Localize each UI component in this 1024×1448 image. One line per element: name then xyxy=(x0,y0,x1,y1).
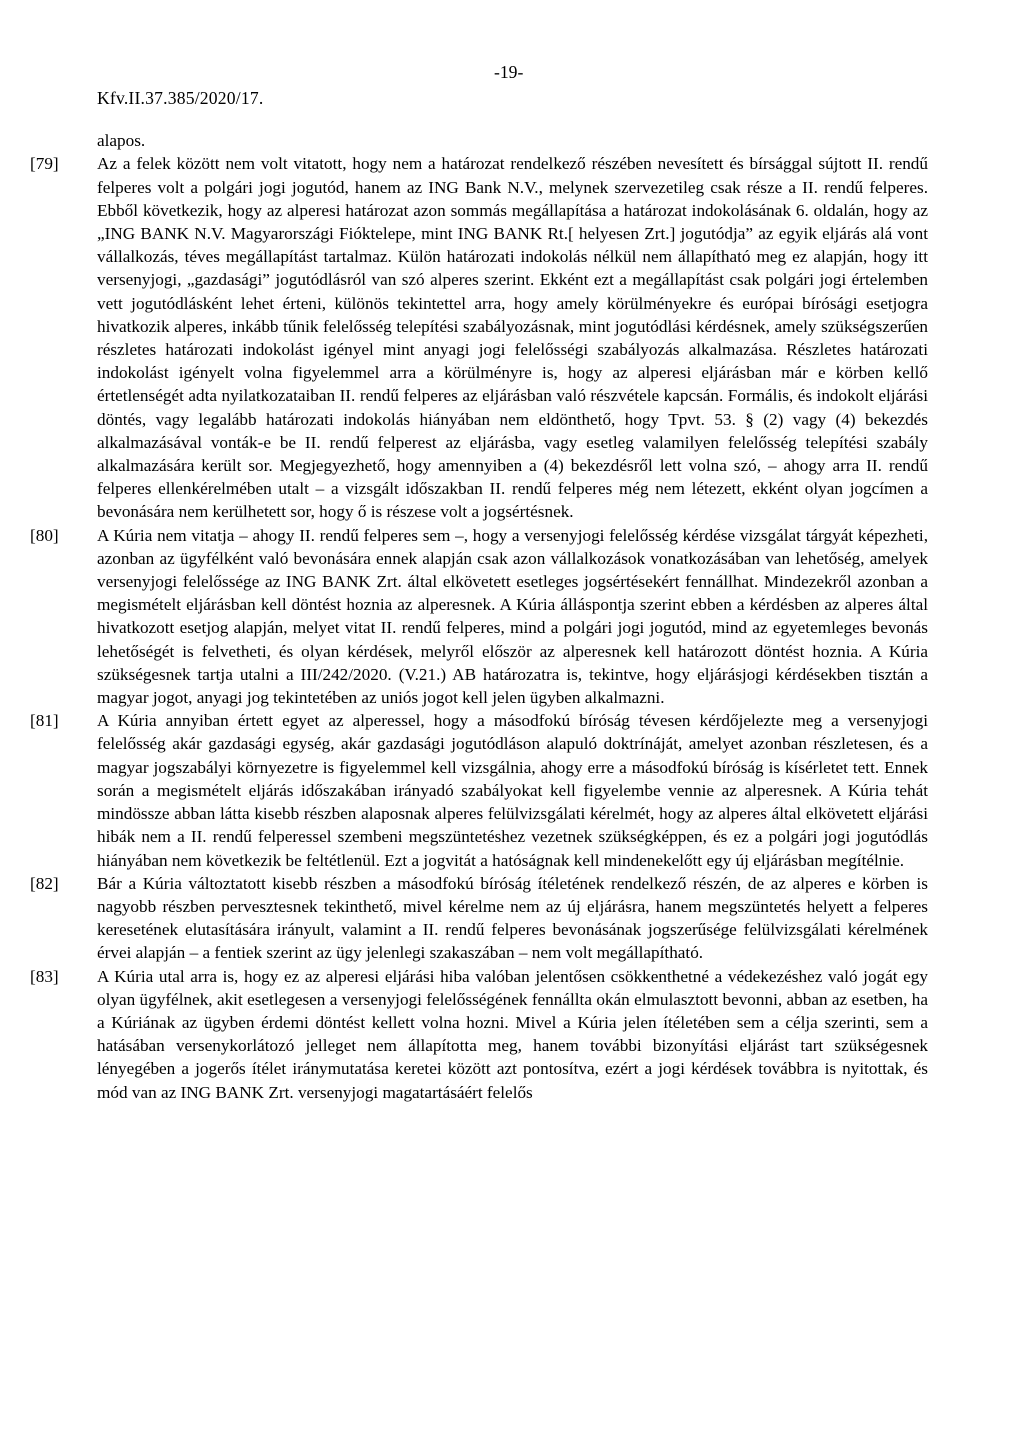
paragraph-number: [81] xyxy=(30,711,59,731)
paragraph-text: A Kúria nem vitatja – ahogy II. rendű felperes sem –, hogy a versenyjogi felelősség kérdése vizsgálat tárgyát képezheti, azonban az ügyfélként való bevonására ennek alapján csak azon vállalkozások vonatkozásában van lehetőség, amelyek versenyjogi felelőssége az ING BANK Zrt. által elkövetett esetleges jogsértésekért fennállhat. Mindezekről azonban a megismételt eljárásban kell döntést hoznia az alperesnek. A Kúria álláspontja szerint ebben a kérdésben az alperes által hivatkozott esetjog alapján, melyet vitat II. rendű felperes, mind a polgári jogi jogutód, mind az egyetemleges bevonás lehetőségét is felvetheti, és olyan kérdések, melyről először az alperesnek kell határozott döntést hoznia. A Kúria szükségesnek tartja utalni a III/242/2020. (V.21.) AB határozatra is, tekintve, hogy eljárásjogi kérdésekben tisztán a magyar jogot, anyagi jog tekintetében az uniós jogot kell jelen ügyben alkalmazni. xyxy=(97,525,928,708)
paragraph-text: Bár a Kúria változtatott kisebb részben a másodfokú bíróság ítéletének rendelkező részén, de az alperes e körben is nagyobb részben pervesztesnek tekinthető, mivel kérelme nem az új eljárásra, hanem megszüntetés helyett a felperes keresetének elutasítására irányult, valamint a II. rendű felperes bevonásának jogszerűsége felülvizsgálati kérelmének érvei alapján – a fentiek szerint az ügy jelenlegi szakaszában – nem volt megállapítható. xyxy=(97,873,928,963)
paragraph-82 xyxy=(30,872,928,965)
page-header xyxy=(97,62,937,112)
paragraph-80 xyxy=(30,524,928,710)
paragraph-81 xyxy=(30,709,928,871)
paragraph-number: [83] xyxy=(30,966,59,986)
paragraph-text: A Kúria utal arra is, hogy ez az alperesi eljárási hiba valóban jelentősen csökkenthetné a védekezéshez való jogát egy olyan ügyfélnek, akit esetlegesen a versenyjogi felelősségének fennállta okán elmulasztott bevonni, abban az esetben, ha a Kúriának az ügyben érdemi döntést kellett volna hozni. Mivel a Kúria jelen ítéletében sem a célja szerinti, sem a hatásában versenykorlátozó jelleget nem állapította meg, hanem további bizonyítási eljárást tart szükségesnek lényegében a jogerős ítélet iránymutatása keretei között azt pontosítva, ezért a jogi kérdések továbbra is nyitottak, és mód van az ING BANK Zrt. versenyjogi magatartásáért felelős xyxy=(97,966,928,1102)
paragraph-79 xyxy=(30,152,928,523)
paragraph-number: [79] xyxy=(30,154,59,174)
paragraph-text: Az a felek között nem volt vitatott, hogy nem a határozat rendelkező részében nevesített és bírsággal sújtott II. rendű felperes volt a polgári jogi jogutód, hanem az ING Bank N.V., melynek szervezetileg csak része a II. rendű felperes. Ebből következik, hogy az alperesi határozat azon sommás megállapítása a határozat indokolásának 6. oldalán, hogy az „ING BANK N.V. Magyarországi Fióktelepe, mint ING BANK Rt.[ helyesen Zrt.] jogutódja” az egyik eljárás alá vont vállalkozás, téves megállapítást tartalmaz. Külön határozati indokolás nélkül nem állapítható meg ez alapján, hogy itt versenyjogi, „gazdasági” jogutódlásról van szó alperes szerint. Ekként ezt a megállapítást csak polgári jogi értelemben vett jogutódlásként lehet érteni, különös tekintettel arra, hogy amely körülményekre és európai bírósági esetjogra hivatkozik alperes, inkább tűnik felelősség telepítési szabályozásnak, mint jogutódlási kérdésnek, amely szükségszerűen részletes határozati indokolást igényel mint anyagi jogi felelősségi szabályozás alkalmazása. Részletes határozati indokolást igényelt volna figyelemmel arra a körülményre is, hogy az alperesi eljárásban már e körben kellő értetlenségét adta nyilatkozataiban II. rendű felperes az eljárásban való részvétele kapcsán. Formális, és indokolt eljárási döntés, vagy legalább határozati indokolás hiányában nem eldönthető, hogy Tpvt. 53. § (2) vagy (4) bekezdés alkalmazásával vonták-e be II. rendű felperest az eljárásba, vagy esetleg valamilyen felelősség telepítési szabály alkalmazására került sor. Megjegyezhető, hogy amennyiben a (4) bekezdésről lett volna szó, – ahogy arra II. rendű felperes ellenkérelmében utalt – a vizsgált időszakban II. rendű felperes még nem létezett, ekként olyan jogcímen a bevonására nem kerülhetett sor, hogy ő is részese volt a jogsértésnek. xyxy=(97,154,928,522)
continued-text: alapos. xyxy=(97,131,146,150)
paragraph-number: [82] xyxy=(30,873,59,893)
case-number: Kfv.II.37.385/2020/17. xyxy=(97,88,264,108)
page-number: -19- xyxy=(494,62,524,82)
paragraph-number: [80] xyxy=(30,525,59,545)
paragraph-83 xyxy=(30,965,928,1104)
document-body xyxy=(30,129,928,1104)
paragraph-text: A Kúria annyiban értett egyet az alperessel, hogy a másodfokú bíróság tévesen kérdőjelezte meg a versenyjogi felelősség akár gazdasági egység, akár gazdasági jogutódláson alapuló doktrínáját, amelyet azonban részletesen, és a magyar jogszabályi környezetre is figyelemmel kell vizsgálnia, ahogy erre a másodfokú bíróság is kísérletet tett. Ennek során a megismételt eljárás időszakában irányadó szabályokat kell figyelembe vennie az alperesnek. A Kúria tehát mindössze abban látta kisebb részben alaposnak alperes felülvizsgálati kérelmét, hogy az alperes által elkövetett eljárási hibák nem a II. rendű felperessel szembeni megszüntetéshez vezetnek szükségképpen, és ez a polgári jogi jogutódlás hiányában nem következik be feltétlenül. Ezt a jogvitát a hatóságnak kell mindenekelőtt egy új eljárásban megítélnie. xyxy=(97,711,928,870)
